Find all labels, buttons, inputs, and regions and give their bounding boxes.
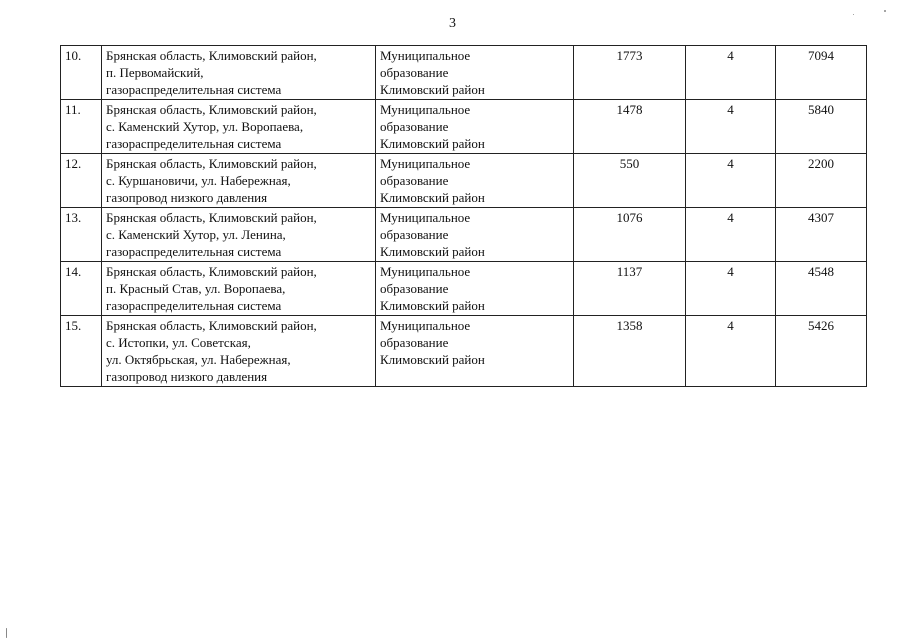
- length-cell: 550: [574, 154, 686, 208]
- address-line: Брянская область, Климовский район,: [106, 156, 317, 171]
- address-line: п. Красный Став, ул. Воропаева,: [106, 281, 286, 296]
- address-cell: [102, 208, 376, 262]
- owner-line: образование: [380, 119, 449, 134]
- value-cell-5: 4: [686, 316, 776, 387]
- owner-line: Климовский район: [380, 352, 485, 367]
- value-cell-6: 4548: [776, 262, 867, 316]
- row-number-cell: 13.: [61, 208, 102, 262]
- owner-line: образование: [380, 173, 449, 188]
- address-line: с. Каменский Хутор, ул. Воропаева,: [106, 119, 304, 134]
- address-cell: [102, 262, 376, 316]
- row-number-cell: 12.: [61, 154, 102, 208]
- length-cell: 1478: [574, 100, 686, 154]
- address-line: Брянская область, Климовский район,: [106, 102, 317, 117]
- value-cell-6: 4307: [776, 208, 867, 262]
- address-cell: [102, 46, 376, 100]
- scan-speck: [6, 628, 7, 638]
- owner-cell: [376, 154, 574, 208]
- length-cell: 1137: [574, 262, 686, 316]
- address-line: Брянская область, Климовский район,: [106, 318, 317, 333]
- address-line: газораспределительная система: [106, 82, 282, 97]
- owner-line: Муниципальное: [380, 102, 471, 117]
- table-row: [61, 154, 867, 208]
- row-number-cell: 11.: [61, 100, 102, 154]
- owner-cell: [376, 262, 574, 316]
- page-number: 3: [449, 16, 456, 31]
- scan-speck: [884, 10, 886, 12]
- table-row: [61, 208, 867, 262]
- length-cell: 1773: [574, 46, 686, 100]
- address-line: газораспределительная система: [106, 298, 282, 313]
- owner-line: Климовский район: [380, 190, 485, 205]
- gas-network-registry-table: [60, 45, 867, 387]
- value-cell-6: 5426: [776, 316, 867, 387]
- owner-cell: [376, 46, 574, 100]
- value-cell-5: 4: [686, 262, 776, 316]
- owner-line: Климовский район: [380, 244, 485, 259]
- owner-line: Муниципальное: [380, 156, 471, 171]
- length-cell: 1076: [574, 208, 686, 262]
- owner-line: Муниципальное: [380, 210, 471, 225]
- owner-cell: [376, 100, 574, 154]
- value-cell-5: 4: [686, 46, 776, 100]
- address-line: ул. Октябрьская, ул. Набережная,: [106, 352, 291, 367]
- address-line: газораспределительная система: [106, 244, 282, 259]
- address-line: с. Истопки, ул. Советская,: [106, 335, 251, 350]
- scan-speck: [853, 14, 854, 15]
- table-row: [61, 316, 867, 387]
- address-line: газопровод низкого давления: [106, 190, 268, 205]
- owner-line: Климовский район: [380, 82, 485, 97]
- owner-line: образование: [380, 281, 449, 296]
- owner-line: Климовский район: [380, 298, 485, 313]
- value-cell-5: 4: [686, 100, 776, 154]
- address-line: с. Каменский Хутор, ул. Ленина,: [106, 227, 286, 242]
- owner-line: образование: [380, 227, 449, 242]
- address-line: Брянская область, Климовский район,: [106, 264, 317, 279]
- value-cell-6: 7094: [776, 46, 867, 100]
- value-cell-6: 5840: [776, 100, 867, 154]
- table-row: [61, 46, 867, 100]
- value-cell-6: 2200: [776, 154, 867, 208]
- owner-line: Климовский район: [380, 136, 485, 151]
- owner-line: образование: [380, 65, 449, 80]
- owner-line: Муниципальное: [380, 264, 471, 279]
- address-cell: [102, 154, 376, 208]
- row-number-cell: 15.: [61, 316, 102, 387]
- address-cell: [102, 316, 376, 387]
- row-number-cell: 10.: [61, 46, 102, 100]
- address-line: газопровод низкого давления: [106, 369, 268, 384]
- address-cell: [102, 100, 376, 154]
- owner-cell: [376, 316, 574, 387]
- address-line: с. Куршановичи, ул. Набережная,: [106, 173, 291, 188]
- length-cell: 1358: [574, 316, 686, 387]
- owner-line: Муниципальное: [380, 318, 471, 333]
- row-number-cell: 14.: [61, 262, 102, 316]
- owner-line: Муниципальное: [380, 48, 471, 63]
- table-row: [61, 100, 867, 154]
- table-row: [61, 262, 867, 316]
- address-line: Брянская область, Климовский район,: [106, 48, 317, 63]
- address-line: газораспределительная система: [106, 136, 282, 151]
- owner-line: образование: [380, 335, 449, 350]
- address-line: Брянская область, Климовский район,: [106, 210, 317, 225]
- owner-cell: [376, 208, 574, 262]
- address-line: п. Первомайский,: [106, 65, 204, 80]
- value-cell-5: 4: [686, 154, 776, 208]
- value-cell-5: 4: [686, 208, 776, 262]
